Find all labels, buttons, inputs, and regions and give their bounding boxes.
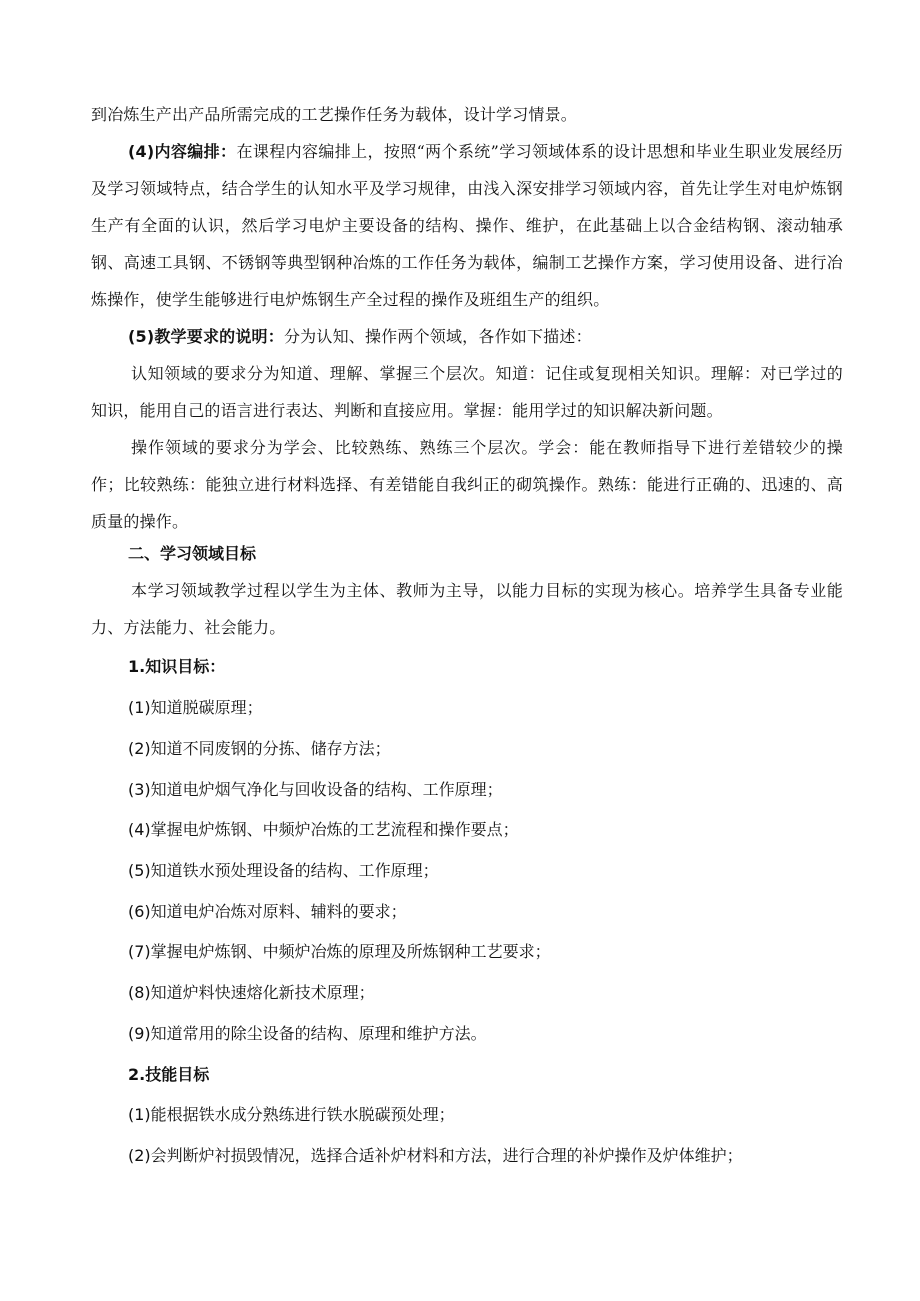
section-two-title: 二、学习领域目标 <box>128 544 257 563</box>
knowledge-goal-item: (8)知道炉料快速熔化新技术原理； <box>128 983 375 1002</box>
knowledge-goal-item: (1)知道脱碳原理； <box>128 698 263 717</box>
knowledge-goal-item: (3)知道电炉烟气净化与回收设备的结构、工作原理； <box>128 780 503 799</box>
knowledge-goals-title: 1.知识目标： <box>128 657 226 676</box>
cognitive-domain-paragraph: 认知领域的要求分为知道、理解、掌握三个层次。知道：记住或复现相关知识。理解：对已学过的知识，能用自己的语言进行表达、判断和直接应用。掌握：能用学过的知识解决新问题。 <box>91 364 843 420</box>
skill-goals-title: 2.技能目标 <box>128 1065 210 1084</box>
knowledge-goal-item: (4)掌握电炉炼钢、中频炉冶炼的工艺流程和操作要点； <box>128 820 519 839</box>
content-arrangement-text: 在课程内容编排上，按照“两个系统”学习领域体系的设计思想和毕业生职业发展经历及学习领域特点，结合学生的认知水平及学习规律，由浅入深安排学习领域内容，首先让学生对电炉炼钢生产有全面的认识，然后学习电炉主要设备的结构、操作、维护，在此基础上以合金结构钢、滚动轴承钢、高速工具钢、不锈钢等典型钢种冶炼的工作任务为载体，编制工艺操作方案，学习使用设备、进行冶炼操作，使学生能够进行电炉炼钢生产全过程的操作及班组生产的组织。 <box>91 142 843 309</box>
content-arrangement-paragraph <box>91 133 843 318</box>
skill-goal-item: (2)会判断炉衬损毁情况，选择合适补炉材料和方法，进行合理的补炉操作及炉体维护； <box>128 1146 743 1165</box>
knowledge-goal-item: (2)知道不同废钢的分拣、储存方法； <box>128 739 391 758</box>
teaching-requirements-text: 分为认知、操作两个领域，各作如下描述： <box>283 327 592 346</box>
section-two-intro: 本学习领域教学过程以学生为主体、教师为主导，以能力目标的实现为核心。培养学生具备专业能力、方法能力、社会能力。 <box>91 581 843 637</box>
top-line: 到冶炼生产出产品所需完成的工艺操作任务为载体，设计学习情景。 <box>91 105 578 124</box>
knowledge-goal-item: (7)掌握电炉炼钢、中频炉冶炼的原理及所炼钢种工艺要求； <box>128 942 551 961</box>
operation-domain-paragraph: 操作领域的要求分为学会、比较熟练、熟练三个层次。学会：能在教师指导下进行差错较少的操作；比较熟练：能独立进行材料选择、有差错能自我纠正的砌筑操作。熟练：能进行正确的、迅速的、高质量的操作。 <box>91 438 843 531</box>
teaching-requirements-label: (5)教学要求的说明： <box>128 327 284 346</box>
knowledge-goal-item: (6)知道电炉冶炼对原料、辅料的要求； <box>128 902 407 921</box>
knowledge-goal-item: (5)知道铁水预处理设备的结构、工作原理； <box>128 861 439 880</box>
content-arrangement-label: (4)内容编排： <box>128 142 237 161</box>
skill-goal-item: (1)能根据铁水成分熟练进行铁水脱碳预处理； <box>128 1105 455 1124</box>
knowledge-goal-item: (9)知道常用的除尘设备的结构、原理和维护方法。 <box>128 1024 487 1043</box>
teaching-requirements-paragraph <box>91 318 843 355</box>
